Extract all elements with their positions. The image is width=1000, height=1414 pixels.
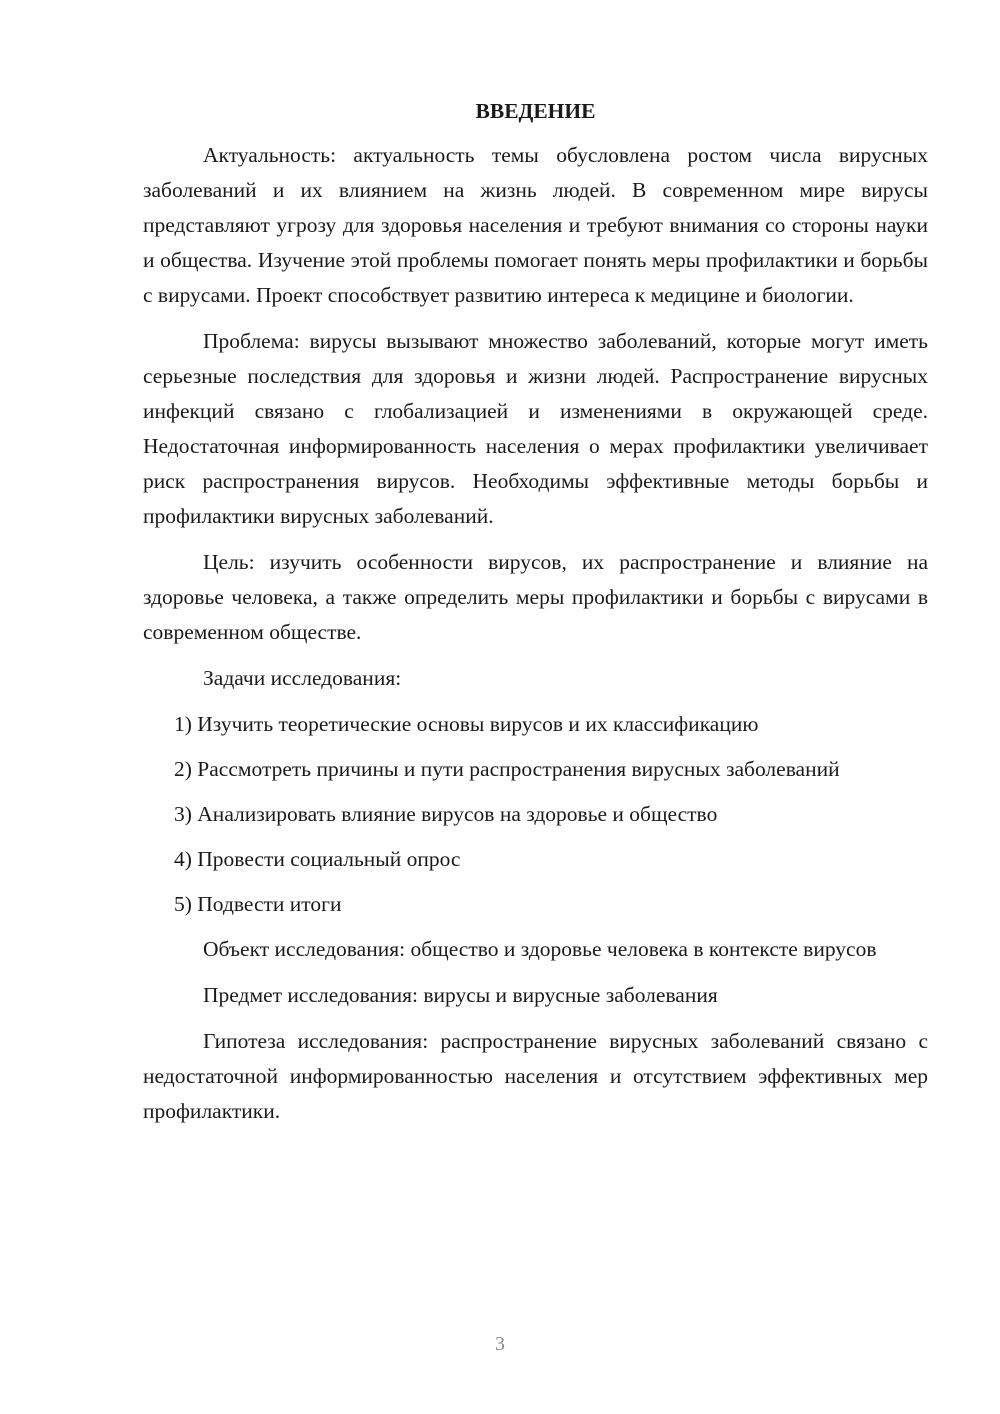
task-item: 1) Изучить теоретические основы вирусов и их классификацию xyxy=(174,712,759,736)
subject-paragraph: Предмет исследования: вирусы и вирусные заболевания xyxy=(203,983,718,1007)
task-item: 4) Провести социальный опрос xyxy=(174,847,461,871)
task-item: 5) Подвести итоги xyxy=(174,892,342,916)
hypothesis-paragraph: Гипотеза исследования: распространение вирусных заболеваний связано с недостаточной информированностью населения и отсутствием эффективных мер профилактики. xyxy=(143,1029,928,1123)
problem-paragraph: Проблема: вирусы вызывают множество заболеваний, которые могут иметь серьезные последствия для здоровья и жизни людей. Распространение вирусных инфекций связано с глобализацией и изменениями в окружающей среде. Недостаточная информированность населения о мерах профилактики увеличивает риск распространения вирусов. Необходимы эффективные методы борьбы и профилактики вирусных заболеваний. xyxy=(143,329,928,528)
page-number: 3 xyxy=(495,1333,505,1355)
tasks-heading: Задачи исследования: xyxy=(203,666,402,690)
task-item: 2) Рассмотреть причины и пути распространения вирусных заболеваний xyxy=(174,757,840,781)
section-title: ВВЕДЕНИЕ xyxy=(475,99,596,123)
goal-paragraph: Цель: изучить особенности вирусов, их распространение и влияние на здоровье человека, а также определить меры профилактики и борьбы с вирусами в современном обществе. xyxy=(143,550,928,644)
task-item: 3) Анализировать влияние вирусов на здоровье и общество xyxy=(174,802,718,826)
relevance-paragraph: Актуальность: актуальность темы обусловлена ростом числа вирусных заболеваний и их влиянием на жизнь людей. В современном мире вирусы представляют угрозу для здоровья населения и требуют внимания со стороны науки и общества. Изучение этой проблемы помогает понять меры профилактики и борьбы с вирусами. Проект способствует развитию интереса к медицине и биологии. xyxy=(143,143,928,307)
object-paragraph: Объект исследования: общество и здоровье человека в контексте вирусов xyxy=(203,937,877,961)
document-page xyxy=(143,96,928,1140)
